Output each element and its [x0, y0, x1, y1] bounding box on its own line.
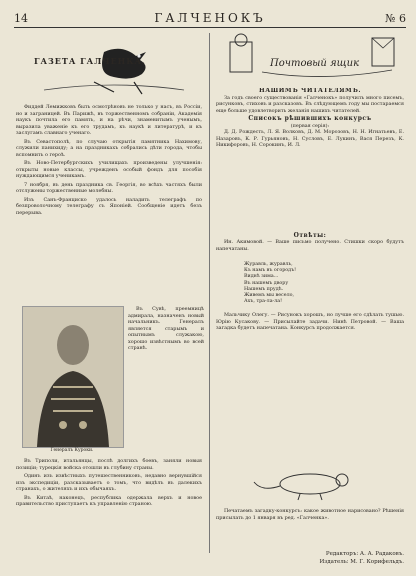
portrait-side-text	[128, 306, 204, 456]
answers-intro-text: Ин. Акимовой. — Ваше письмо получено. Стишки скоро будутъ напечатаны.	[216, 239, 404, 252]
rat-icon	[250, 462, 380, 502]
contest-list-subtitle: (первая серія):	[290, 122, 330, 129]
left-column-lower	[16, 458, 202, 554]
answers-intro	[216, 239, 404, 261]
right-banner	[222, 32, 402, 87]
answers-body	[216, 312, 404, 458]
contest-list-title: Списокъ рѣшившихъ конкурсъ	[248, 115, 372, 122]
portrait-caption: Генералъ Куроки.	[50, 448, 94, 453]
article-paragraph: Фиддей Лемижковъ быть осмотрѣновъ не только у насъ, въ Россіи, но и заграницей. Въ Парижѣ, въ торжественномъ собраніи, Академія наукъ почтила его память, и на рѣчи, знаменитымъ ученымъ, выразила уваженіе къ его трудамъ, къ наукѣ и литературѣ, и къ заслугамъ славнаго ученаго.	[16, 104, 202, 136]
rat-caption	[216, 508, 404, 538]
answers-title: Отвѣты:	[293, 232, 327, 239]
issue-number: № 6	[385, 12, 406, 25]
answers-section	[216, 232, 404, 261]
editor-line: Редакторъ: А. А. Радаковъ.	[325, 551, 404, 557]
article-paragraph: 7 ноября, въ день праздника св. Георгія, во всѣхъ частяхъ были отслужены торжественные молебны.	[16, 181, 202, 194]
article-paragraph: Въ Севастополѣ, по случаю открытія памятника Нахимову, служили панихиду; а на праздникахъ собрались дѣти города, чтобы вспомнить о героѣ.	[16, 138, 202, 158]
magazine-title: ГАЛЧЕНОКЪ	[154, 11, 266, 25]
article-paragraph: Одинъ изъ извѣстныхъ путешественниковъ, недавно вернувшійся изъ экспедиціи, разсказываетъ о томъ, что видѣлъ въ далекихъ странахъ, о жителяхъ и ихъ обычаяхъ.	[16, 473, 202, 492]
rat-illustration	[250, 462, 380, 502]
article-paragraph: Въ Китаѣ, наконецъ, республика одержала верхъ и новое правительство приступаетъ къ управленію страною.	[16, 494, 202, 507]
header-rule	[14, 27, 406, 28]
publisher-line: Издатель: М. Г. Корифельдъ.	[319, 559, 404, 565]
reader-poem: Журавль, журавль, Къ намъ въ огородъ! Виднѣ зима... Въ нашемъ двору Нашемъ прудѣ. Живемъ мы весело, Ахъ, тра-ла-ла!	[244, 262, 297, 305]
page-header	[14, 8, 406, 28]
article-paragraph: Изъ Санъ-Франциско удалось наладить телеграфъ по безпроволочному телеграфу съ Японіей. Сообщеніе идетъ безъ перерыва.	[16, 196, 202, 216]
announcement-text: За годъ своего существованія «Галченокъ» получилъ много писемъ, рисунковъ, стиховъ и разсказовъ. Въ слѣдующемъ году мы постараемся еще больше удовлетворить желанія нашихъ читателей.	[216, 94, 404, 114]
right-banner-title: Почтовый ящик	[270, 58, 360, 69]
portrait-photo	[22, 306, 124, 448]
left-banner	[34, 42, 194, 102]
column-divider	[209, 33, 210, 553]
article-paragraph: Въ Сувѣ, преемницѣ адмирала, назначенъ новый начальникъ. Генералъ является старымъ и опытнымъ служакою, хорошо извѣстнымъ во всей странѣ.	[128, 306, 204, 351]
imprint	[260, 550, 404, 566]
article-paragraph: Въ Ново-Петербургскихъ училищахъ произведены улучшенія: открыты новые классы, учрежденъ особый фондъ для пособія нуждающимся ученикамъ.	[16, 160, 202, 179]
page-number: 14	[14, 12, 28, 25]
rat-caption-text: Печатаемъ загадку-конкурсъ: какое животное нарисовано? Рѣшенія присылать до 1 января въ ред. «Галченка».	[216, 508, 404, 521]
jackdaw-icon	[34, 42, 194, 102]
article-paragraph: Въ Триполи, итальянцы, послѣ долгихъ боевъ, заняли новыя позиціи; турецкія войска отошли въ глубину страны.	[16, 458, 202, 471]
answers-body-text: Мальчику Олегу. — Рисунокъ хорошъ, но лучше его сдѣлать тушью. Юрію Кусакову. — Присылайте задачи. Нинѣ Петровой. — Ваша загадка будетъ напечатана. Конкурсъ продолжается.	[216, 312, 404, 331]
general-portrait-icon	[23, 307, 123, 447]
left-banner-title: ГАЗЕТА ГАЛЧЕНКА.	[34, 56, 146, 66]
announcement-title: НАШИМЪ ЧИТАТЕЛЯМЪ.	[259, 88, 361, 94]
contest-list: Д. Д. Рождесть, Л. Я. Волковъ, Д. М. Морозовъ, Н. Н. Игнатьевъ, Е. Назаровъ, К. Р. Гурьяновъ, Н. Сусловъ, Е. Лукинъ, Вася Перезъ, К. Никифоровъ, Н. Сорокинъ, И. Л.	[216, 129, 404, 148]
right-column-upper	[216, 88, 404, 228]
left-column-upper	[16, 104, 202, 300]
